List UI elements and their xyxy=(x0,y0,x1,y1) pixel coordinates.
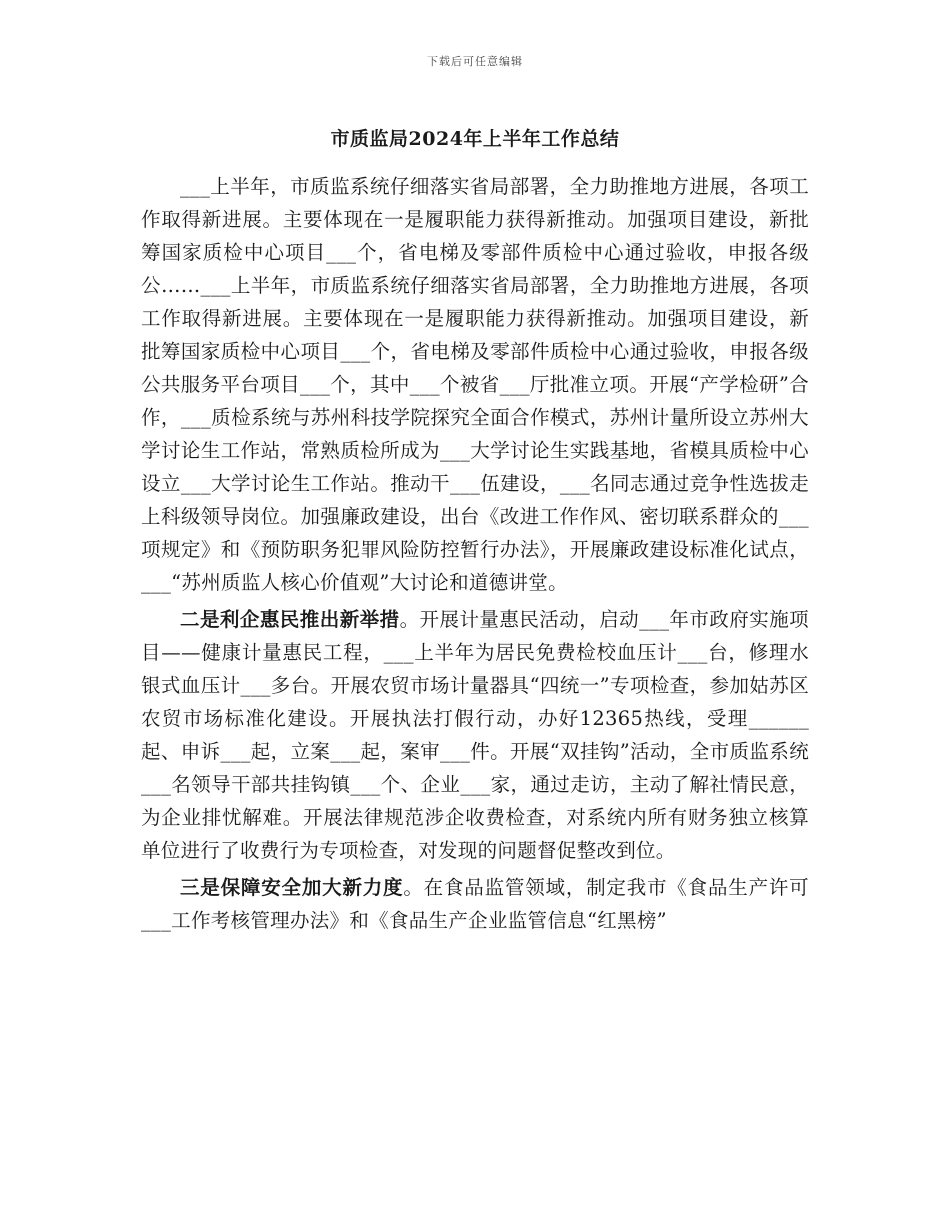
paragraph-2-lead: 二是利企惠民推出新举措 xyxy=(180,608,400,631)
paragraph-1 xyxy=(141,170,809,599)
document-title: 市质监局2024年上半年工作总结 xyxy=(330,128,620,150)
paragraph-2 xyxy=(141,603,809,867)
document-body xyxy=(141,170,809,941)
paragraph-2-text: 。开展计量惠民活动，启动___年市政府实施项目——健康计量惠民工程，___上半年为居民免费检校血压计___台，修理水银式血压计___多台。开展农贸市场计量器具“四统一”专项检查，参加姑苏区农贸市场标准化建设。开展执法打假行动，办好12365热线，受理______起、申诉___起，立案___起，案审___件。开展“双挂钩”活动，全市质监系统___名领导干部共挂钩镇___个、企业___家，通过走访，主动了解社情民意，为企业排忧解难。开展法律规范涉企收费检查，对系统内所有财务独立核算单位进行了收费行为专项检查，对发现的问题督促整改到位。 xyxy=(141,608,809,862)
paragraph-3-text: 。在食品监管领域，制定我市《食品生产许可___工作考核管理办法》和《食品生产企业监管信息“红黑榜” xyxy=(141,876,809,932)
paragraph-3-lead: 三是保障安全加大新力度 xyxy=(180,876,404,899)
paragraph-3 xyxy=(141,871,809,937)
header-note: 下载后可任意编辑 xyxy=(427,55,523,68)
paragraph-1-text: ___上半年，市质监系统仔细落实省局部署，全力助推地方进展，各项工作取得新进展。主要体现在一是履职能力获得新推动。加强项目建设，新批筹国家质检中心项目___个，省电梯及零部件质检中心通过验收，申报各级公……___上半年，市质监系统仔细落实省局部署，全力助推地方进展，各项工作取得新进展。主要体现在一是履职能力获得新推动。加强项目建设，新批筹国家质检中心项目___个，省电梯及零部件质检中心通过验收，申报各级公共服务平台项目___个，其中___个被省___厅批准立项。开展“产学检研”合作，___质检系统与苏州科技学院探究全面合作模式，苏州计量所设立苏州大学讨论生工作站，常熟质检所成为___大学讨论生实践基地，省模具质检中心设立___大学讨论生工作站。推动干___伍建设，___名同志通过竞争性选拔走上科级领导岗位。加强廉政建设，出台《改进工作作风、密切联系群众的___项规定》和《预防职务犯罪风险防控暂行办法》，开展廉政建设标准化试点，___“苏州质监人核心价值观”大讨论和道德讲堂。 xyxy=(141,175,809,594)
